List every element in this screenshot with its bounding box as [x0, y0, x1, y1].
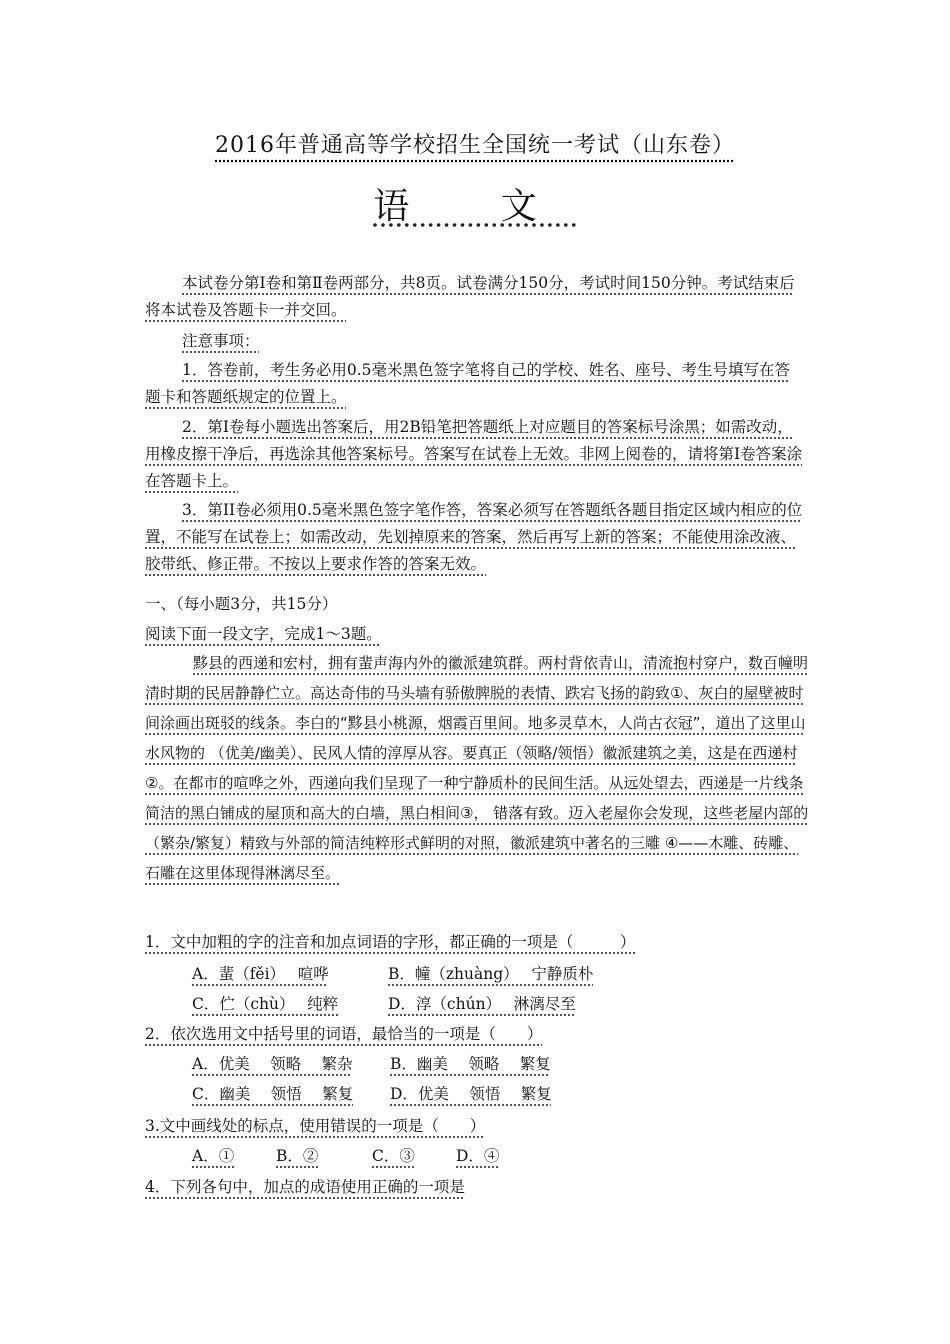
notice-heading: 注意事项：: [182, 332, 260, 350]
notice-item-2: 2．第Ⅰ卷每小题选出答案后，用2B铅笔把答题纸上对应题目的答案标号涂黑；如需改动，用橡皮擦干净后，再选涂其他答案标号。答案写在试卷上无效。非网上阅卷的，请将第Ⅰ卷答案涂在答题卡上。: [145, 418, 803, 490]
section-heading: 一、（每小题3分，共15分）: [145, 595, 338, 613]
q1-option-d: D．淳（chún） 淋漓尽至: [388, 995, 576, 1013]
q3-option-c: C．③: [372, 1147, 415, 1165]
q3-option-a: A．①: [192, 1147, 235, 1165]
subject-title: 语 文: [373, 186, 577, 227]
section-instruction: 阅读下面一段文字，完成1～3题。: [145, 625, 382, 643]
q3-option-d: D．④: [456, 1147, 500, 1165]
notice-item-3: 3．第II卷必须用0.5毫米黑色签字笔作答，答案必须写在答题纸各题目指定区域内相应的位置，不能写在试卷上；如需改动，先划掉原来的答案，然后再写上新的答案；不能使用涂改液、胶带纸、修正带。不按以上要求作答的答案无效。: [145, 501, 803, 573]
notice-item-1: 1．答卷前，考生务必用0.5毫米黑色签字笔将自己的学校、姓名、座号、考生号填写在答题卡和答题纸规定的位置上。: [145, 361, 791, 406]
exam-title: 2016年普通高等学校招生全国统一考试（山东卷）: [215, 133, 735, 158]
question-2-stem: 2．依次选用文中括号里的词语，最恰当的一项是（ ）: [145, 1025, 543, 1043]
q2-option-b: B．幽美 领略 繁复: [390, 1055, 551, 1073]
q3-option-b: B．②: [276, 1147, 319, 1165]
q2-option-d: D．优美 领悟 繁复: [390, 1085, 552, 1103]
q2-option-a: A．优美 领略 繁杂: [192, 1055, 353, 1073]
q1-option-a: A．蜚（fěi） 喧哗: [192, 965, 329, 983]
q2-option-c: C．幽美 领悟 繁复: [192, 1085, 354, 1103]
reading-passage: 黟县的西递和宏村，拥有蜚声海内外的徽派建筑群。两村背依青山，清流抱村穿户，数百幢明清时期的民居静静伫立。高达奇伟的马头墙有骄傲脾脱的表情、跌宕飞扬的韵致①、灰白的屋壁被时间涂画出斑驳的线条。李白的“黟县小桃源，烟霞百里间。地多灵草木，人尚古衣冠”，道出了这里山水风物的 （优美/幽美）、民风人情的淳厚从容。要真正（领略/领悟）徽派建筑之美，这是在西递村②。在都市的喧哗之外，西递向我们呈现了一种宁静质朴的民间生活。从远处望去，西递是一片线条简洁的黑白铺成的屋顶和高大的白墙，黑白相间③， 错落有致。迈入老屋你会发现，这些老屋内部的（繁杂/繁复）精致与外部的简洁纯粹形式鲜明的对照，徽派建筑中著名的三雕 ④——木雕、砖雕、石雕在这里体现得淋漓尽至。: [145, 654, 809, 882]
q1-option-b: B．幢（zhuàng） 宁静质朴: [388, 965, 594, 983]
question-1-stem: 1．文中加粗的字的注音和加点词语的字形，都正确的一项是（ ）: [145, 933, 636, 951]
intro-paragraph: 本试卷分第Ⅰ卷和第Ⅱ卷两部分，共8页。试卷满分150分，考试时间150分钟。考试结束后将本试卷及答题卡一并交回。: [145, 274, 795, 319]
question-3-stem: 3.文中画线处的标点，使用错误的一项是（ ）: [145, 1117, 486, 1135]
q1-option-c: C．伫（chù） 纯粹: [192, 995, 339, 1013]
question-4-stem: 4．下列各句中，加点的成语使用正确的一项是: [145, 1178, 465, 1196]
